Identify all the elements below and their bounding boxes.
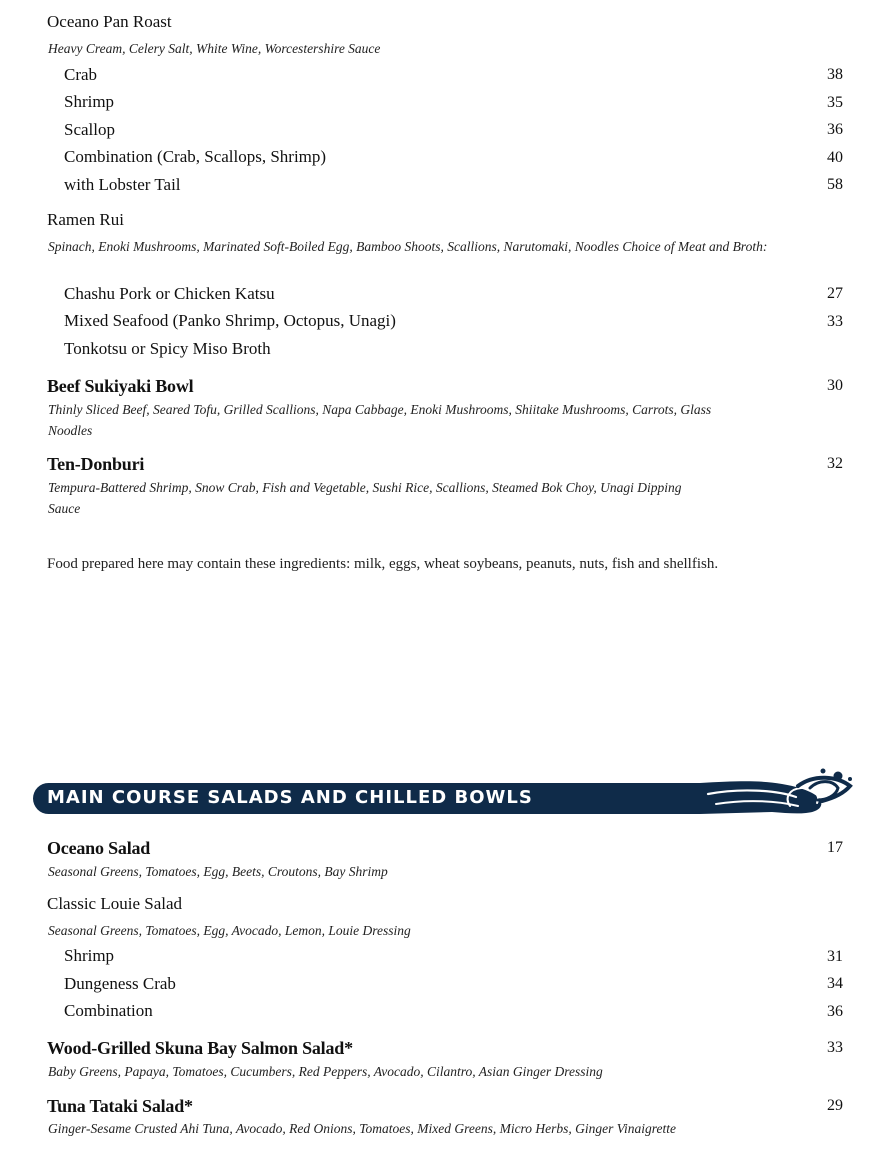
item-description: Tempura-Battered Shrimp, Snow Crab, Fish and Vegetable, Sushi Rice, Scallions, Steamed Bok Choy, Unagi Dipping Sauce bbox=[48, 480, 682, 516]
item-title: Tuna Tataki Salad* bbox=[47, 1096, 193, 1116]
item-title: Beef Sukiyaki Bowl bbox=[47, 376, 194, 396]
wave-ornament-icon bbox=[600, 766, 858, 818]
option-price: 34 bbox=[827, 975, 843, 992]
option-label: Crab bbox=[64, 65, 98, 84]
option-price: 36 bbox=[827, 1003, 843, 1020]
option-price: 38 bbox=[827, 66, 843, 83]
item-price: 33 bbox=[827, 1039, 843, 1056]
item-title: Oceano Pan Roast bbox=[47, 12, 172, 31]
option-label: Tonkotsu or Spicy Miso Broth bbox=[64, 339, 271, 358]
item-description: Ginger-Sesame Crusted Ahi Tuna, Avocado, Red Onions, Tomatoes, Mixed Greens, Micro Herbs, Ginger Vinaigrette bbox=[48, 1121, 677, 1136]
option-price: 58 bbox=[827, 176, 843, 193]
option-label: Combination bbox=[64, 1001, 153, 1020]
option-label: Chashu Pork or Chicken Katsu bbox=[64, 284, 275, 303]
option-label: Mixed Seafood (Panko Shrimp, Octopus, Unagi) bbox=[64, 311, 396, 330]
item-title: Wood-Grilled Skuna Bay Salmon Salad* bbox=[47, 1038, 353, 1058]
item-title: Ramen Rui bbox=[47, 210, 124, 229]
item-price: 30 bbox=[827, 377, 843, 394]
item-description: Seasonal Greens, Tomatoes, Egg, Beets, Croutons, Bay Shrimp bbox=[48, 864, 388, 879]
item-price: 29 bbox=[827, 1097, 843, 1114]
item-description: Baby Greens, Papaya, Tomatoes, Cucumbers, Red Peppers, Avocado, Cilantro, Asian Ginger Dressing bbox=[48, 1064, 603, 1079]
option-label: with Lobster Tail bbox=[64, 175, 181, 194]
option-label: Shrimp bbox=[64, 92, 115, 111]
option-label: Combination (Crab, Scallops, Shrimp) bbox=[64, 147, 327, 166]
item-description: Seasonal Greens, Tomatoes, Egg, Avocado, Lemon, Louie Dressing bbox=[48, 923, 411, 938]
option-label: Shrimp bbox=[64, 946, 115, 965]
allergen-note: Food prepared here may contain these ingredients: milk, eggs, wheat soybeans, peanuts, nuts, fish and shellfish. bbox=[47, 556, 719, 572]
option-price: 36 bbox=[827, 121, 843, 138]
item-description: Heavy Cream, Celery Salt, White Wine, Worcestershire Sauce bbox=[48, 41, 381, 56]
item-price: 32 bbox=[827, 455, 843, 472]
option-price: 33 bbox=[827, 313, 843, 330]
option-label: Dungeness Crab bbox=[64, 974, 176, 993]
option-price: 40 bbox=[827, 149, 843, 166]
item-description: Thinly Sliced Beef, Seared Tofu, Grilled Scallions, Napa Cabbage, Enoki Mushrooms, Shiitake Mushrooms, Carrots, Glass Noodles bbox=[48, 402, 712, 438]
option-price: 35 bbox=[827, 94, 843, 111]
section-heading: MAIN COURSE SALADS AND CHILLED BOWLS bbox=[47, 787, 533, 808]
option-label: Scallop bbox=[64, 120, 115, 139]
option-price: 27 bbox=[827, 285, 843, 302]
item-title: Ten-Donburi bbox=[47, 454, 145, 474]
item-title: Classic Louie Salad bbox=[47, 894, 183, 913]
option-price: 31 bbox=[827, 948, 843, 965]
item-price: 17 bbox=[827, 839, 843, 856]
item-description: Spinach, Enoki Mushrooms, Marinated Soft-Boiled Egg, Bamboo Shoots, Scallions, Narutomaki, Noodles Choice of Meat and Broth: bbox=[48, 239, 768, 254]
item-title: Oceano Salad bbox=[47, 838, 151, 858]
